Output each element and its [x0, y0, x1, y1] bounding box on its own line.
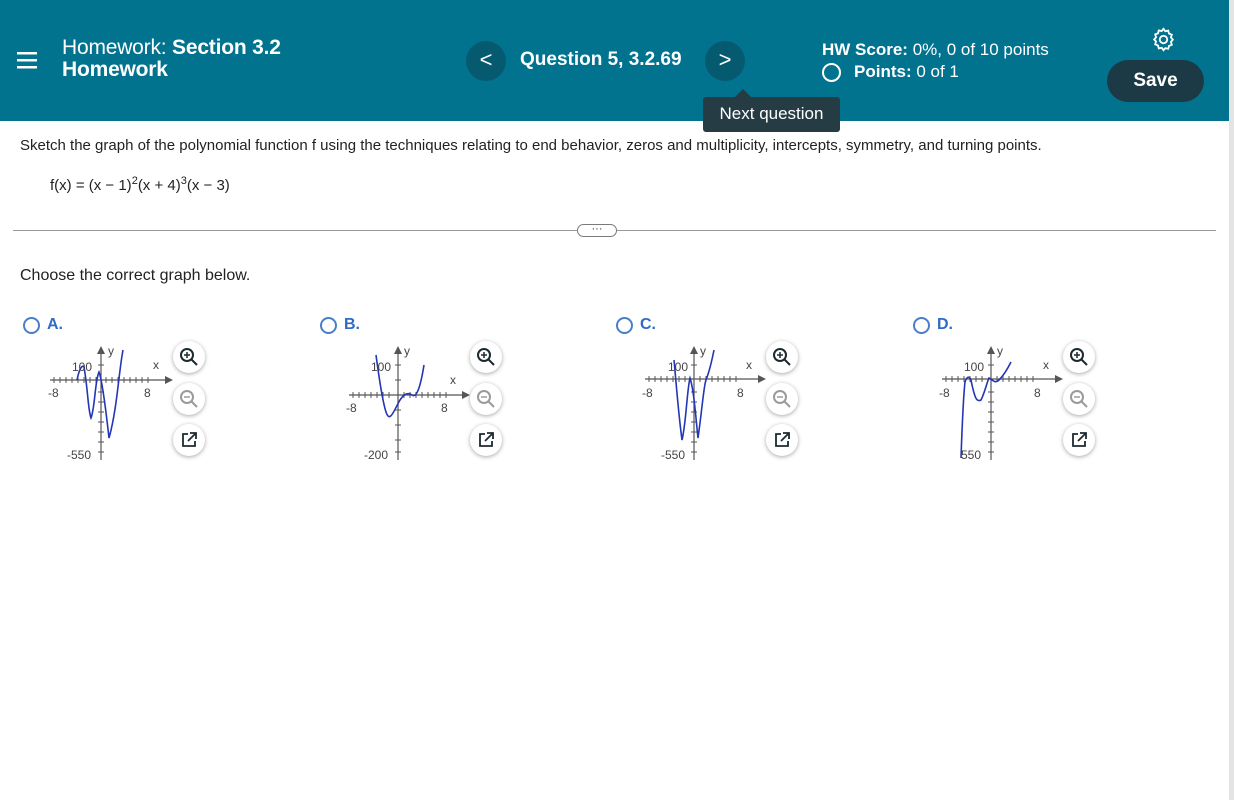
hw-score-value: 0%, 0 of 10 points — [912, 40, 1049, 59]
option-b-radio[interactable] — [320, 317, 337, 334]
option-d — [913, 315, 1203, 475]
question-title: Question 5, 3.2.69 — [520, 49, 682, 70]
hw-score — [822, 40, 1049, 60]
option-d-x-right: 8 — [1034, 386, 1041, 400]
gear-icon[interactable] — [1150, 26, 1177, 53]
option-d-radio[interactable] — [913, 317, 930, 334]
option-d-y-bottom: 550 — [961, 448, 982, 462]
homework-title — [62, 37, 281, 81]
formula-exp-2: 3 — [180, 175, 187, 187]
homework-title-name: Section 3.2 — [172, 36, 281, 59]
option-a-x-axis-label: x — [153, 358, 159, 372]
chevron-left-icon: < — [479, 47, 493, 72]
function-formula — [50, 175, 230, 194]
top-bar — [0, 0, 1229, 121]
option-a-y-top: 100 — [72, 360, 93, 374]
formula-part-3: (x − 3) — [186, 177, 230, 194]
option-c-x-right: 8 — [737, 386, 744, 400]
zoom-in-icon[interactable] — [766, 341, 798, 373]
option-a-radio[interactable] — [23, 317, 40, 334]
option-c-label: C. — [640, 316, 656, 333]
formula-part-1: f(x) = (x − 1) — [50, 177, 132, 194]
option-c-y-top: 100 — [668, 360, 689, 374]
option-b-y-axis-label: y — [404, 344, 410, 358]
zoom-in-icon[interactable] — [173, 341, 205, 373]
option-a-x-right: 8 — [144, 386, 151, 400]
points-status — [822, 62, 959, 82]
option-c-y-axis-label: y — [700, 344, 706, 358]
question-text: Sketch the graph of the polynomial function f using the techniques relating to end behavior, zeros and multiplicity, intercepts, symmetry, and turning points. — [20, 137, 1042, 154]
option-b-x-axis-label: x — [450, 373, 456, 387]
open-external-icon[interactable] — [470, 424, 502, 456]
option-b-x-right: 8 — [441, 401, 448, 415]
option-c-graph — [634, 340, 784, 465]
zoom-out-icon[interactable] — [470, 383, 502, 415]
option-a-label: A. — [47, 316, 63, 333]
option-b-y-top: 100 — [371, 360, 392, 374]
option-a — [23, 315, 313, 475]
option-d-x-axis-label: x — [1043, 358, 1049, 372]
choose-prompt: Choose the correct graph below. — [20, 267, 251, 284]
option-d-y-top: 100 — [964, 360, 985, 374]
option-c-x-axis-label: x — [746, 358, 752, 372]
window-edge — [1229, 0, 1234, 800]
option-d-x-left: -8 — [939, 386, 950, 400]
option-c — [616, 315, 906, 475]
next-question-tooltip: Next question — [703, 97, 840, 132]
option-b-y-bottom: -200 — [364, 448, 389, 462]
option-a-x-left: -8 — [48, 386, 59, 400]
zoom-in-icon[interactable] — [1063, 341, 1095, 373]
zoom-out-icon[interactable] — [766, 383, 798, 415]
points-label: Points: — [854, 62, 912, 81]
open-external-icon[interactable] — [766, 424, 798, 456]
points-circle-icon — [822, 63, 841, 82]
points-value: 0 of 1 — [916, 62, 959, 81]
zoom-in-icon[interactable] — [470, 341, 502, 373]
option-b-x-left: -8 — [346, 401, 357, 415]
menu-icon[interactable] — [14, 46, 40, 74]
option-b — [320, 315, 610, 475]
expand-button[interactable]: ··· — [577, 224, 617, 237]
homework-title-name-line2: Homework — [62, 58, 168, 81]
option-a-y-bottom: -550 — [67, 448, 92, 462]
option-c-radio[interactable] — [616, 317, 633, 334]
option-a-y-axis-label: y — [108, 344, 114, 358]
option-d-y-axis-label: y — [997, 344, 1003, 358]
option-c-y-bottom: -550 — [661, 448, 686, 462]
next-question-button[interactable] — [705, 41, 745, 81]
previous-question-button[interactable] — [466, 41, 506, 81]
zoom-out-icon[interactable] — [1063, 383, 1095, 415]
formula-part-2: (x + 4) — [137, 177, 181, 194]
open-external-icon[interactable] — [173, 424, 205, 456]
option-c-x-left: -8 — [642, 386, 653, 400]
zoom-out-icon[interactable] — [173, 383, 205, 415]
formula-exp-1: 2 — [131, 175, 138, 187]
option-a-graph — [41, 340, 191, 465]
option-d-graph — [931, 340, 1081, 465]
chevron-right-icon: > — [718, 47, 732, 72]
hw-score-label: HW Score: — [822, 40, 908, 59]
option-d-label: D. — [937, 316, 953, 333]
option-b-graph — [338, 340, 488, 465]
option-b-label: B. — [344, 316, 360, 333]
homework-title-label: Homework: — [62, 36, 167, 59]
save-button[interactable]: Save — [1107, 60, 1204, 102]
open-external-icon[interactable] — [1063, 424, 1095, 456]
